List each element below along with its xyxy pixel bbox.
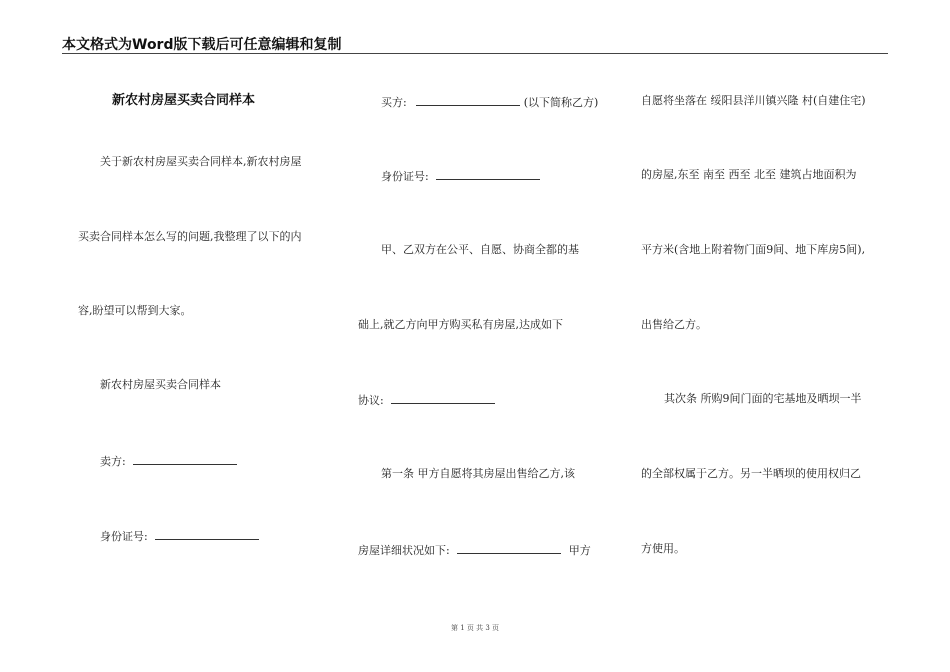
article1-label: 房屋详细状况如下: bbox=[358, 544, 450, 557]
buyer-label: 买方: bbox=[381, 96, 407, 109]
seller-blank bbox=[133, 453, 237, 465]
seller-id-blank bbox=[155, 528, 259, 540]
buyer-id-blank bbox=[436, 168, 540, 180]
seller-label: 卖方: bbox=[100, 455, 126, 468]
intro-line-3: 容,盼望可以帮到大家。 bbox=[78, 304, 192, 317]
article1-blank bbox=[457, 542, 561, 554]
buyer-field bbox=[381, 94, 598, 110]
agreement-field bbox=[358, 392, 495, 408]
header-divider bbox=[62, 53, 888, 54]
seller-field bbox=[100, 453, 237, 469]
buyer-id-label: 身份证号: bbox=[381, 170, 429, 183]
buyer-blank bbox=[416, 94, 520, 106]
article1-field bbox=[358, 542, 591, 558]
article1-line-1: 第一条 甲方自愿将其房屋出售给乙方,该 bbox=[381, 467, 575, 480]
seller-id-label: 身份证号: bbox=[100, 530, 148, 543]
article1-cont-line-1: 自愿将坐落在 绥阳县洋川镇兴隆 村(自建住宅) bbox=[641, 94, 866, 107]
agreement-line-2: 础上,就乙方向甲方购买私有房屋,达成如下 bbox=[358, 318, 563, 331]
article2-line-3: 方使用。 bbox=[641, 542, 685, 555]
article1-cont-line-4: 出售给乙方。 bbox=[641, 318, 707, 331]
agreement-line-1: 甲、乙双方在公平、自愿、协商全都的基 bbox=[381, 243, 579, 256]
article1-suffix: 甲方 bbox=[568, 544, 591, 557]
buyer-id-field bbox=[381, 168, 540, 184]
agreement-label: 协议: bbox=[358, 394, 384, 407]
article1-cont-line-3: 平方米(含地上附着物门面9间、地下库房5间), bbox=[641, 243, 866, 256]
contract-title: 新农村房屋买卖合同样本 bbox=[112, 93, 256, 108]
seller-id-field bbox=[100, 528, 259, 544]
document-header: 本文格式为Word版下载后可任意编辑和复制 bbox=[62, 37, 342, 53]
page-number: 第 1 页 共 3 页 bbox=[450, 624, 500, 632]
intro-line-2: 买卖合同样本怎么写的问题,我整理了以下的内 bbox=[78, 230, 302, 243]
article1-cont-line-2: 的房屋,东至 南至 西至 北至 建筑占地面积为 bbox=[641, 168, 857, 181]
agreement-blank bbox=[391, 392, 495, 404]
intro-line-1: 关于新农村房屋买卖合同样本,新农村房屋 bbox=[100, 155, 302, 168]
buyer-suffix: (以下简称乙方) bbox=[523, 96, 599, 109]
article2-line-2: 的全部权属于乙方。另一半晒坝的使用权归乙 bbox=[641, 467, 861, 480]
contract-subtitle: 新农村房屋买卖合同样本 bbox=[100, 378, 221, 391]
article2-line-1: 其次条 所购9间门面的宅基地及晒坝一半 bbox=[664, 392, 862, 405]
